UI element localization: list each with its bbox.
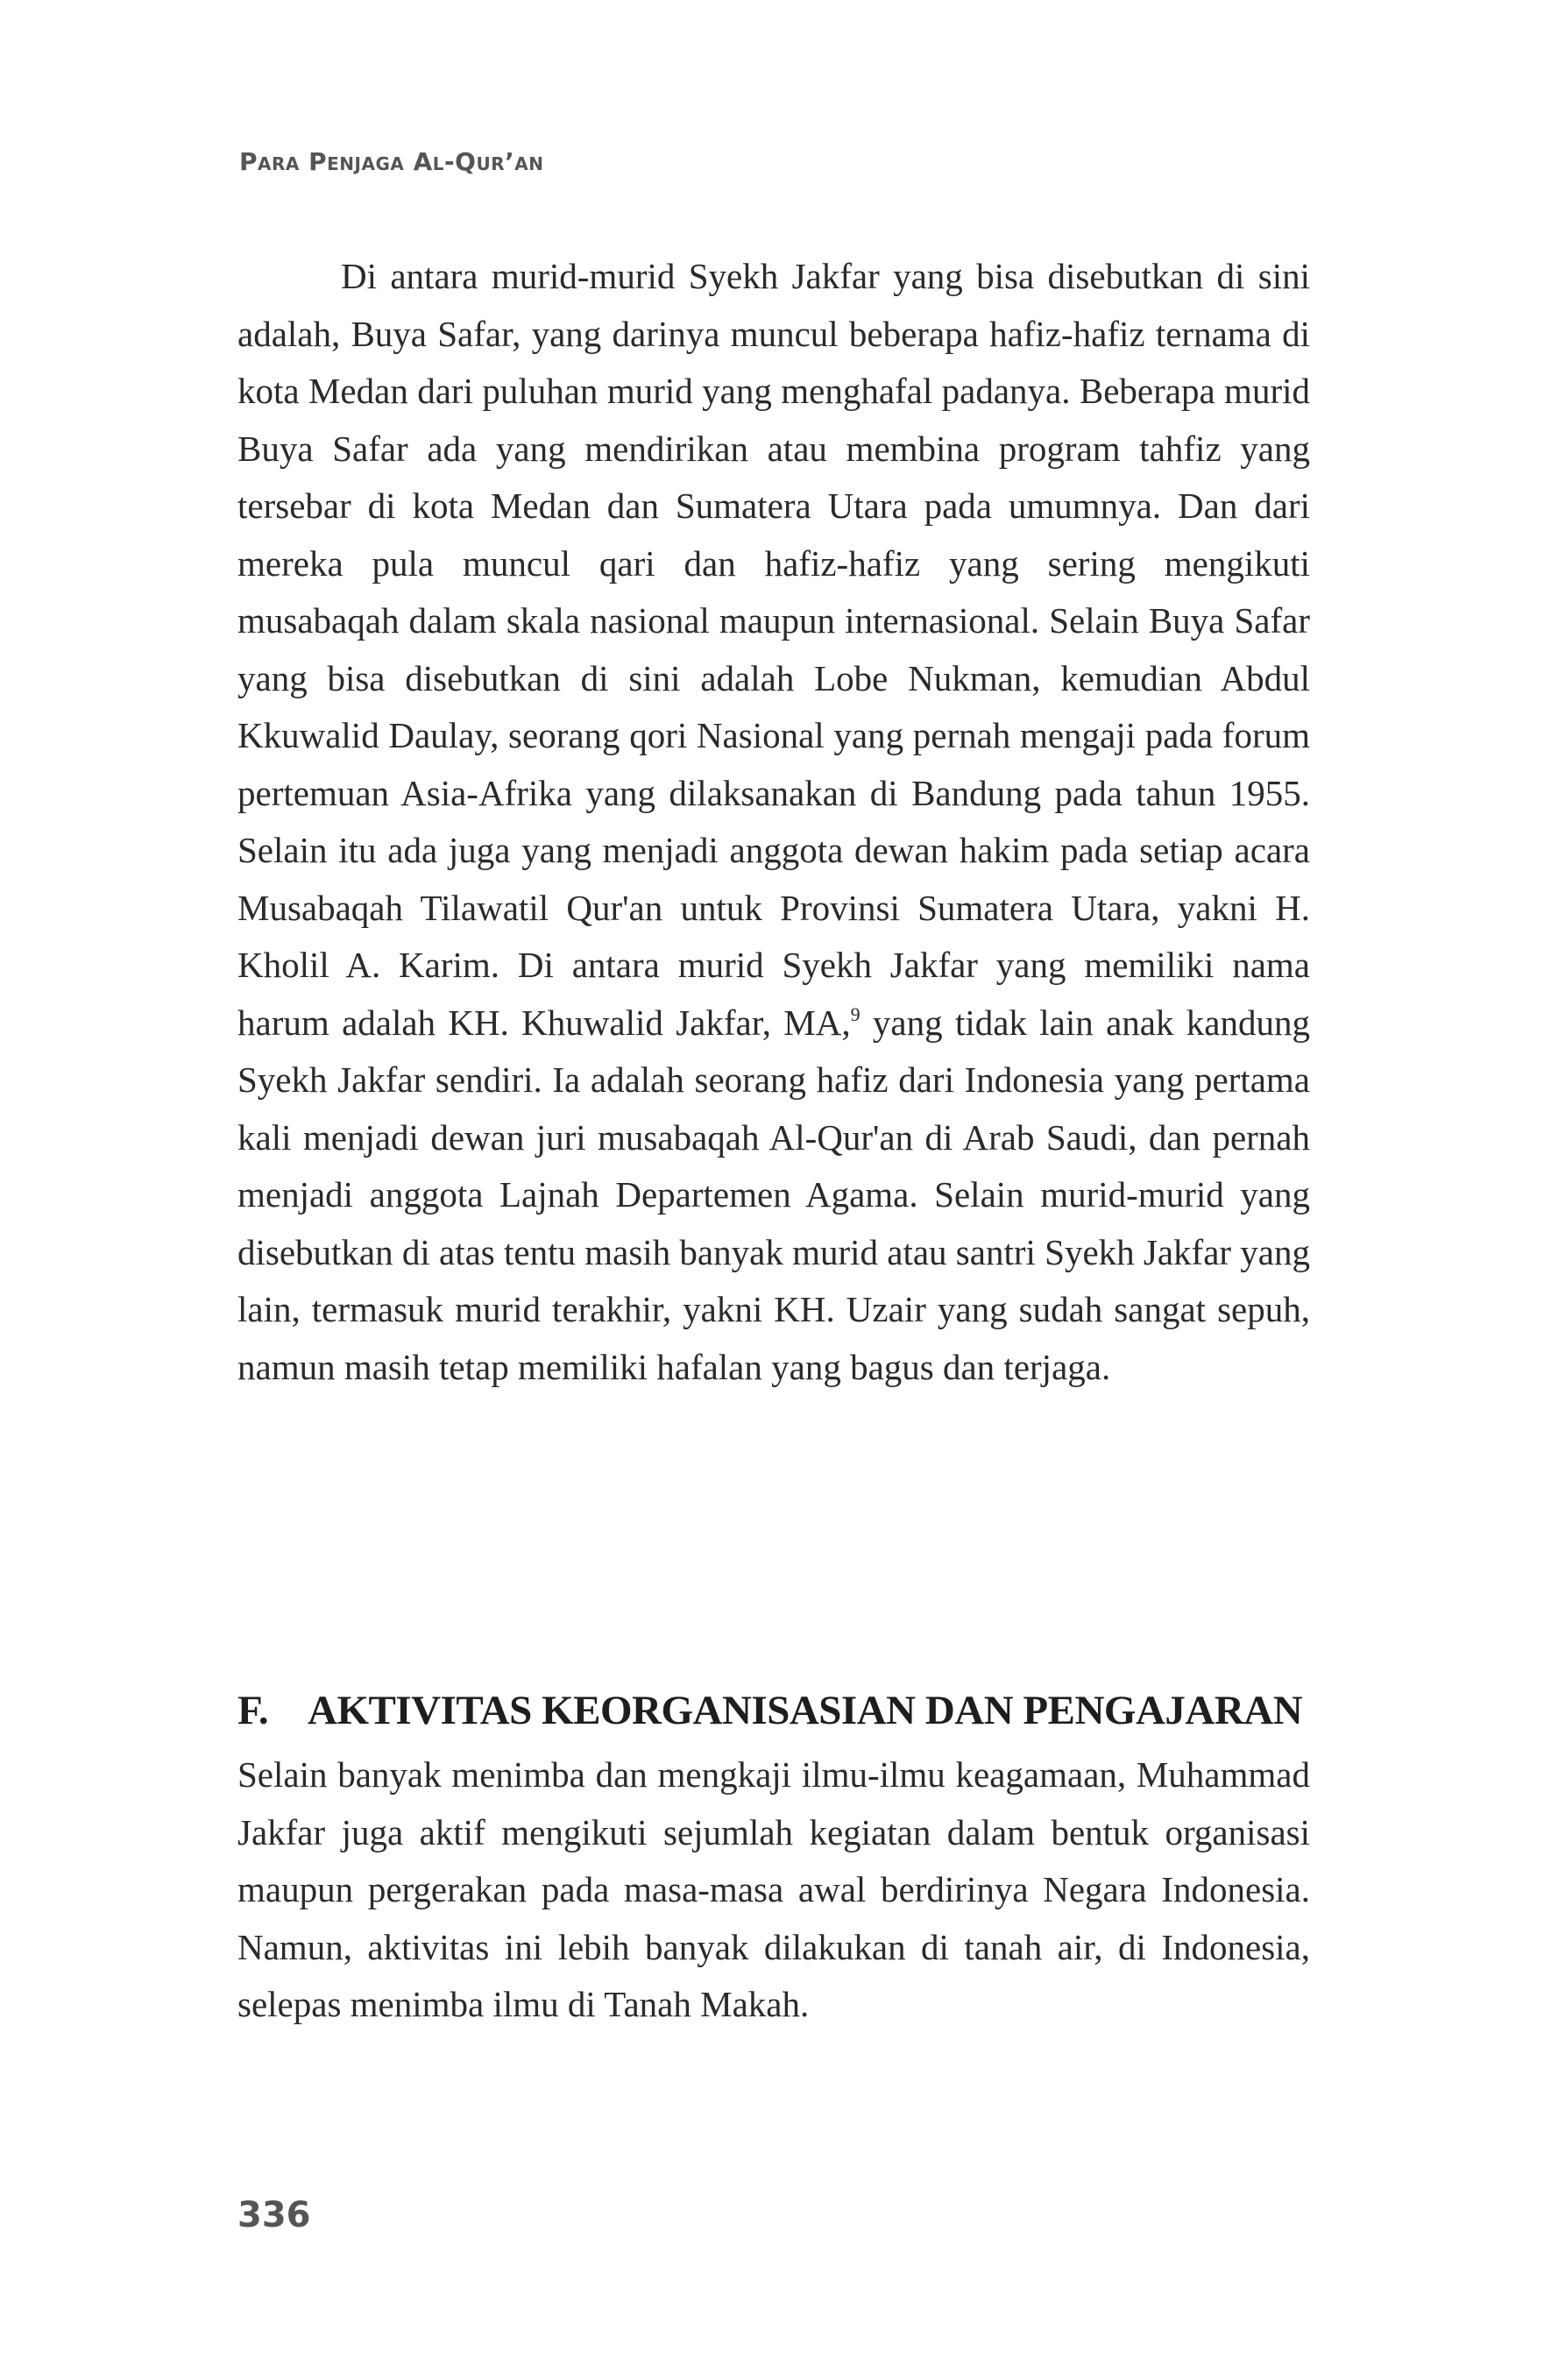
page-number: 336 xyxy=(237,2195,311,2235)
section-heading xyxy=(237,1687,1310,1734)
paragraph-text-part-2: yang tidak lain anak kandung Syekh Jakfar sendiri. Ia adalah seorang hafiz dari Indonesia yang pertama kali menjadi dewan juri musabaqah Al-Qur'an di Arab Saudi, dan pernah menjadi anggota Lajnah Departemen Agama. Selain murid-murid yang disebutkan di atas tentu masih banyak murid atau santri Syekh Jakfar yang lain, termasuk murid terakhir, yakni KH. Uzair yang sudah sangat sepuh, namun masih tetap memiliki hafalan yang bagus dan terjaga. xyxy=(237,1002,1310,1387)
section-number: F. xyxy=(237,1688,269,1733)
paragraph-text xyxy=(237,248,1310,1396)
paragraph-organization xyxy=(237,1746,1310,2034)
running-head-title: Para Penjaga Al-Qur’an xyxy=(239,147,544,176)
footnote-reference[interactable]: 9 xyxy=(850,1002,860,1025)
paragraph-text: Selain banyak menimba dan mengkaji ilmu-ilmu keagamaan, Muhammad Jakfar juga aktif mengikuti sejumlah kegiatan dalam bentuk organisasi maupun pergerakan pada masa-masa awal berdirinya Negara Indonesia. Namun, aktivitas ini lebih banyak dilakukan di tanah air, di Indonesia, selepas menimba ilmu di Tanah Makah. xyxy=(237,1754,1310,2024)
paragraph-students xyxy=(237,248,1310,1396)
paragraph-text-part-1: Di antara murid-murid Syekh Jakfar yang bisa disebutkan di sini adalah, Buya Safar, yang darinya muncul beberapa hafiz-hafiz ternama di kota Medan dari puluhan murid yang menghafal padanya. Beberapa murid Buya Safar ada yang mendirikan atau membina program tahfiz yang tersebar di kota Medan dan Sumatera Utara pada umumnya. Dan dari mereka pula muncul qari dan hafiz-hafiz yang sering mengikuti musabaqah dalam skala nasional maupun internasional. Selain Buya Safar yang bisa disebutkan di sini adalah Lobe Nukman, kemudian Abdul Kkuwalid Daulay, seorang qori Nasional yang pernah mengaji pada forum pertemuan Asia-Afrika yang dilaksanakan di Bandung pada tahun 1955. Selain itu ada juga yang menjadi anggota dewan hakim pada setiap acara Musabaqah Tilawatil Qur'an untuk Provinsi Sumatera Utara, yakni H. Kholil A. Karim. Di antara murid Syekh Jakfar yang memiliki nama harum adalah KH. Khuwalid Jakfar, MA, xyxy=(237,256,1310,1043)
section-title: AKTIVITAS KEORGANISASIAN DAN PENGAJARAN xyxy=(308,1688,1303,1733)
